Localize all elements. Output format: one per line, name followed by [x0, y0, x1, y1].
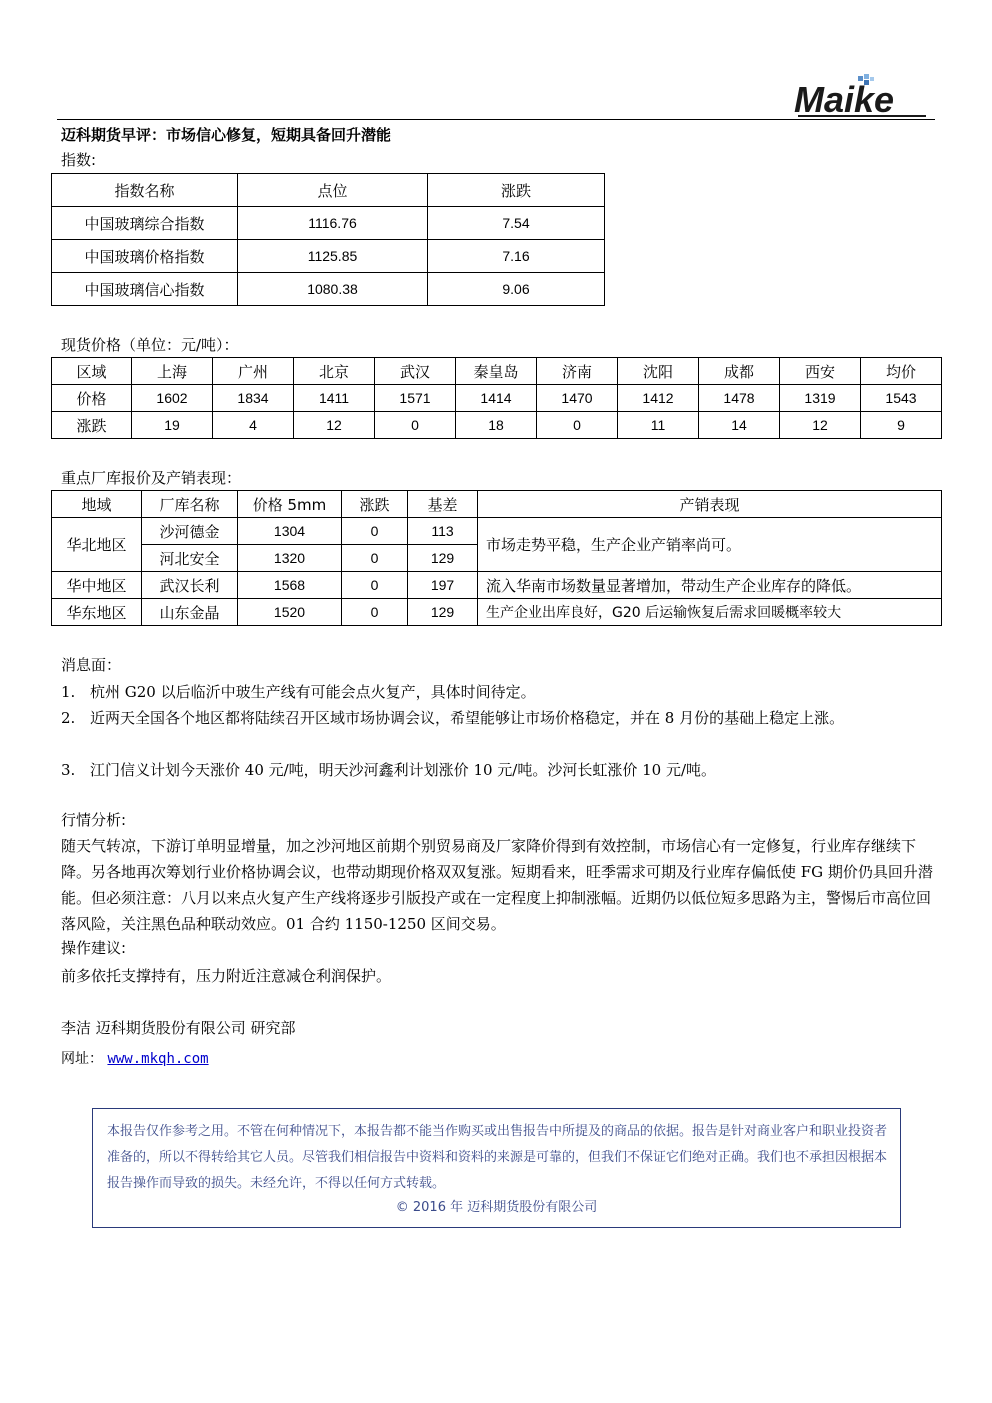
header-factory: 厂库名称 — [142, 491, 238, 518]
price-row — [52, 385, 942, 412]
change-cell: 14 — [699, 412, 780, 439]
logo-graphic — [790, 72, 935, 122]
header-basis: 基差 — [408, 491, 478, 518]
index-name: 中国玻璃信心指数 — [52, 273, 238, 306]
table-row — [52, 240, 605, 273]
region-cell: 沈阳 — [618, 358, 699, 385]
header-performance: 产销表现 — [478, 491, 942, 518]
region-cell: 秦皇岛 — [456, 358, 537, 385]
factory-change: 0 — [342, 599, 408, 626]
region-cell: 西安 — [780, 358, 861, 385]
website-line — [61, 1048, 209, 1068]
region-cell: 上海 — [132, 358, 213, 385]
index-points: 1080.38 — [238, 273, 428, 306]
news-item-text: 杭州 G20 以后临沂中玻生产线有可能会点火复产，具体时间待定。 — [90, 683, 536, 701]
change-cell: 18 — [456, 412, 537, 439]
news-item — [61, 705, 939, 757]
factory-price: 1568 — [238, 572, 342, 599]
report-title: 迈科期货早评：市场信心修复，短期具备回升潜能 — [61, 126, 392, 144]
region-row — [52, 358, 942, 385]
price-cell: 1543 — [861, 385, 942, 412]
price-cell: 1571 — [375, 385, 456, 412]
header-index-name: 指数名称 — [52, 174, 238, 207]
price-cell: 1412 — [618, 385, 699, 412]
header-change: 涨跌 — [342, 491, 408, 518]
factory-price: 1520 — [238, 599, 342, 626]
region-cell: 华东地区 — [52, 599, 142, 626]
change-cell: 0 — [537, 412, 618, 439]
price-cell: 1414 — [456, 385, 537, 412]
spot-price-table — [51, 357, 942, 439]
header-region: 地域 — [52, 491, 142, 518]
performance-cell: 市场走势平稳，生产企业产销率尚可。 — [478, 518, 942, 572]
index-change: 7.54 — [428, 207, 605, 240]
news-item-text: 近两天全国各个地区都将陆续召开区域市场协调会议，希望能够让市场价格稳定，并在 8 月份的基础上稳定上涨。 — [90, 709, 845, 727]
factory-basis: 197 — [408, 572, 478, 599]
price-cell: 1470 — [537, 385, 618, 412]
price-cell: 1834 — [213, 385, 294, 412]
analysis-text: 随天气转凉，下游订单明显增量，加之沙河地区前期个别贸易商及厂家降价得到有效控制，市场信心有一定修复，行业库存继续下降。另各地再次筹划行业价格协调会议，也带动期现价格双双复涨。短期看来，旺季需求可期及行业库存偏低使 FG 期价仍具回升潜能。但必须注意：八月以来点火复产生产线将逐步引版投产或在一定程度上抑制涨幅。近期仍以低位短多思路为主，警惕后市高位回落风险，关注黑色品种联动效应。01 合约 1150-1250 区间交易。 — [61, 837, 933, 933]
factory-change: 0 — [342, 545, 408, 572]
header-change: 涨跌 — [428, 174, 605, 207]
news-item-text: 江门信义计划今天涨价 40 元/吨，明天沙河鑫利计划涨价 10 元/吨。沙河长虹涨价 10 元/吨。 — [90, 761, 717, 779]
change-row — [52, 412, 942, 439]
price-cell: 1602 — [132, 385, 213, 412]
factory-change: 0 — [342, 572, 408, 599]
news-item-number: 1. — [61, 683, 76, 701]
change-cell: 4 — [213, 412, 294, 439]
index-points: 1116.76 — [238, 207, 428, 240]
change-cell: 12 — [780, 412, 861, 439]
region-cell: 广州 — [213, 358, 294, 385]
disclaimer-text: 本报告仅作参考之用。不管在何种情况下，本报告都不能当作购买或出售报告中所提及的商品的依据。报告是针对商业客户和职业投资者准备的，所以不得转给其它人员。尽管我们相信报告中资料和资料的来源是可靠的，但我们不保证它们绝对正确。我们也不承担因根据本报告操作而导致的损失。未经允许，不得以任何方式转载。 — [107, 1124, 888, 1191]
region-cell: 华北地区 — [52, 518, 142, 572]
region-cell: 武汉 — [375, 358, 456, 385]
performance-cell: 生产企业出库良好，G20 后运输恢复后需求回暖概率较大 — [478, 599, 942, 626]
spot-section-label: 现货价格（单位：元/吨）： — [61, 336, 239, 354]
change-cell: 0 — [375, 412, 456, 439]
table-header-row — [52, 174, 605, 207]
company-logo — [790, 72, 935, 122]
region-cell: 华中地区 — [52, 572, 142, 599]
copyright-text: © 2016 年 迈科期货股份有限公司 — [395, 1200, 598, 1215]
price-cell: 1411 — [294, 385, 375, 412]
logo-text: Maike — [794, 79, 895, 120]
price-cell: 1319 — [780, 385, 861, 412]
region-cell: 济南 — [537, 358, 618, 385]
header-price: 价格 5mm — [238, 491, 342, 518]
table-row — [52, 207, 605, 240]
news-item-number: 3. — [61, 761, 76, 779]
news-item — [61, 757, 939, 783]
website-label: 网址： — [61, 1051, 103, 1067]
index-name: 中国玻璃价格指数 — [52, 240, 238, 273]
index-table — [51, 173, 605, 306]
table-row — [52, 273, 605, 306]
row-label-region: 区域 — [52, 358, 132, 385]
index-points: 1125.85 — [238, 240, 428, 273]
advice-label: 操作建议: — [61, 939, 127, 957]
factory-name: 河北安全 — [142, 545, 238, 572]
analysis-label: 行情分析: — [61, 811, 127, 829]
disclaimer-box — [92, 1108, 901, 1228]
factory-name: 山东金晶 — [142, 599, 238, 626]
header-points: 点位 — [238, 174, 428, 207]
table-row — [52, 572, 942, 599]
website-link[interactable]: www.mkqh.com — [107, 1051, 209, 1067]
index-name: 中国玻璃综合指数 — [52, 207, 238, 240]
region-cell: 成都 — [699, 358, 780, 385]
row-label-price: 价格 — [52, 385, 132, 412]
factory-quote-table — [51, 490, 942, 626]
factory-basis: 129 — [408, 599, 478, 626]
factory-name: 武汉长利 — [142, 572, 238, 599]
factory-price: 1320 — [238, 545, 342, 572]
index-change: 9.06 — [428, 273, 605, 306]
change-cell: 19 — [132, 412, 213, 439]
table-header-row — [52, 491, 942, 518]
factory-basis: 113 — [408, 518, 478, 545]
factory-change: 0 — [342, 518, 408, 545]
news-label: 消息面： — [61, 656, 122, 674]
change-cell: 9 — [861, 412, 942, 439]
header-divider — [57, 119, 935, 120]
row-label-change: 涨跌 — [52, 412, 132, 439]
index-section-label: 指数: — [61, 151, 97, 169]
factory-price: 1304 — [238, 518, 342, 545]
change-cell: 11 — [618, 412, 699, 439]
region-cell: 均价 — [861, 358, 942, 385]
author-line: 李洁 迈科期货股份有限公司 研究部 — [61, 1019, 296, 1037]
factory-basis: 129 — [408, 545, 478, 572]
factory-name: 沙河德金 — [142, 518, 238, 545]
news-item-number: 2. — [61, 709, 76, 727]
performance-cell: 流入华南市场数量显著增加，带动生产企业库存的降低。 — [478, 572, 942, 599]
factory-section-label: 重点厂库报价及产销表现： — [61, 469, 242, 487]
table-row — [52, 518, 942, 545]
advice-text: 前多依托支撑持有，压力附近注意减仓利润保护。 — [61, 967, 392, 985]
price-cell: 1478 — [699, 385, 780, 412]
table-row — [52, 599, 942, 626]
index-change: 7.16 — [428, 240, 605, 273]
change-cell: 12 — [294, 412, 375, 439]
region-cell: 北京 — [294, 358, 375, 385]
news-item — [61, 679, 939, 705]
